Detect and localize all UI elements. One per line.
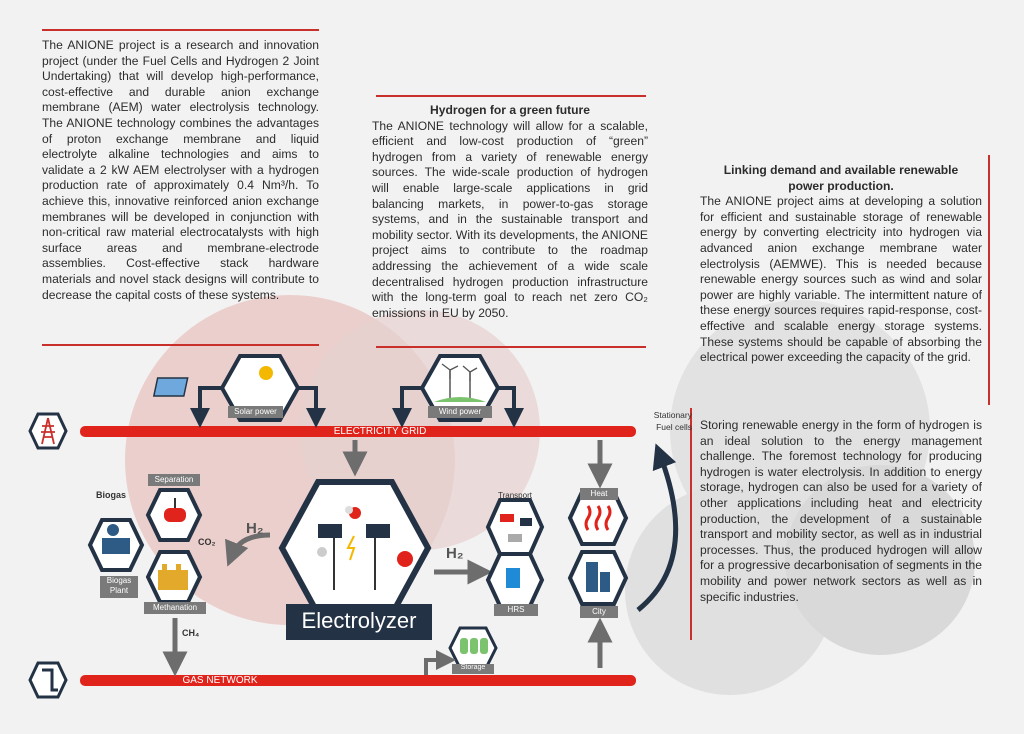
city-icon xyxy=(570,552,626,604)
gas-network-label: GAS NETWORK xyxy=(182,675,258,686)
electrolyzer-icon xyxy=(282,482,428,614)
gas-pipe-icon xyxy=(30,663,66,697)
gas-network-bar xyxy=(80,675,636,686)
biogas-label: Biogas xyxy=(96,490,127,500)
separation-label: Separation xyxy=(154,475,194,484)
storage-icon xyxy=(450,628,496,668)
stationary-fuel-cells-label: Stationary Fuel cells xyxy=(653,410,692,432)
transport-icon xyxy=(488,500,542,554)
green-future-text: The ANIONE technology will allow for a scalable, efficient and low-cost production of “green” hydrogen from a variety of renewable energy sources. The wide-scale production of hydrogen will enable large-scale applications in grid balancing markets, in power-to-gas storage systems, and in the sustainable transport and mobility sector. With its developments, the ANIONE project aims to contribute to the roadmap addressing the achievement of a wide scale decentralised hydrogen production infrastructure with the long-term goal to reach net zero CO₂ emissions in EU by 2050. xyxy=(372,118,648,320)
ch4-label: CH₄ xyxy=(182,628,200,638)
linking-heading: Linking demand and available renewable power production. xyxy=(723,163,959,193)
biogas-plant-label: Biogas Plant xyxy=(106,576,132,595)
hrs-icon xyxy=(488,554,542,606)
linking-text-2: Storing renewable energy in the form of hydrogen is an ideal solution to the energy management challenge. The foremost technology for producing hydrogen is water electrolysis. In addition to energy storage, hydrogen can also be used for a variety of other applications including heat and electricity production, the development of a sustainable transport and mobility sector, as well as in industrial processes. Thus, the produced hydrogen will allow for a progressive decarbonisation of segments in the mobility and power network sectors as well as in specific industries. xyxy=(700,418,982,604)
transport-label: Transport xyxy=(498,491,532,500)
heat-label: Heat xyxy=(590,489,608,498)
linking-text-1: The ANIONE project aims at developing a solution for efficient and sustainable storage of renewable energy by converting electricity into hydrogen via advanced anion exchange membrane water electrolysis (AEMWE). This is needed because renewable energy sources such as wind and solar power are highly variable. The intermittent nature of these energy sources requires rapid-response, cost-effective and scalable energy storage systems. These systems should be capable of absorbing the electrical power exceeding the capacity of the grid. xyxy=(700,194,982,365)
wind-label: Wind power xyxy=(438,407,482,416)
city-label: City xyxy=(592,607,606,616)
solar-label: Solar power xyxy=(234,407,277,416)
methanation-label: Methanation xyxy=(152,603,198,612)
methanation-icon xyxy=(148,552,200,602)
co2-label: CO₂ xyxy=(198,537,216,547)
intro-text: The ANIONE project is a research and innovation project (under the Fuel Cells and Hydrogen 2 Joint Undertaking) that will develop high-performance, cost-effective and durable anion exchange membrane (AEM) water electrolysis technology. The ANIONE technology combines the advantages of proton exchange membrane and liquid electrolyte alkaline technologies and aims to validate a 2 kW AEM electrolyser with a hydrogen production rate of approximately 0.4 Nm³/h. To achieve this, innovative reinforced anion exchange membranes will be developed in conjunction with non-critical raw material electrocatalysts with high surface areas and membrane-electrode assemblies. Cost-effective stack hardware materials and novel stack designs will contribute to decrease the capital costs of these systems. xyxy=(42,38,319,302)
hrs-label: HRS xyxy=(507,605,525,614)
biogas-plant-icon xyxy=(90,520,142,570)
storage-label: Storage xyxy=(460,664,486,671)
h2-left-label: H₂ xyxy=(246,520,264,537)
pylon-icon xyxy=(30,414,66,448)
separation-icon xyxy=(148,490,200,540)
grid-label: ELECTRICITY GRID xyxy=(333,426,427,437)
h2-right-label: H₂ xyxy=(446,545,464,562)
green-future-heading: Hydrogen for a green future xyxy=(430,103,590,117)
electrolyzer-label: Electrolyzer xyxy=(301,608,417,633)
